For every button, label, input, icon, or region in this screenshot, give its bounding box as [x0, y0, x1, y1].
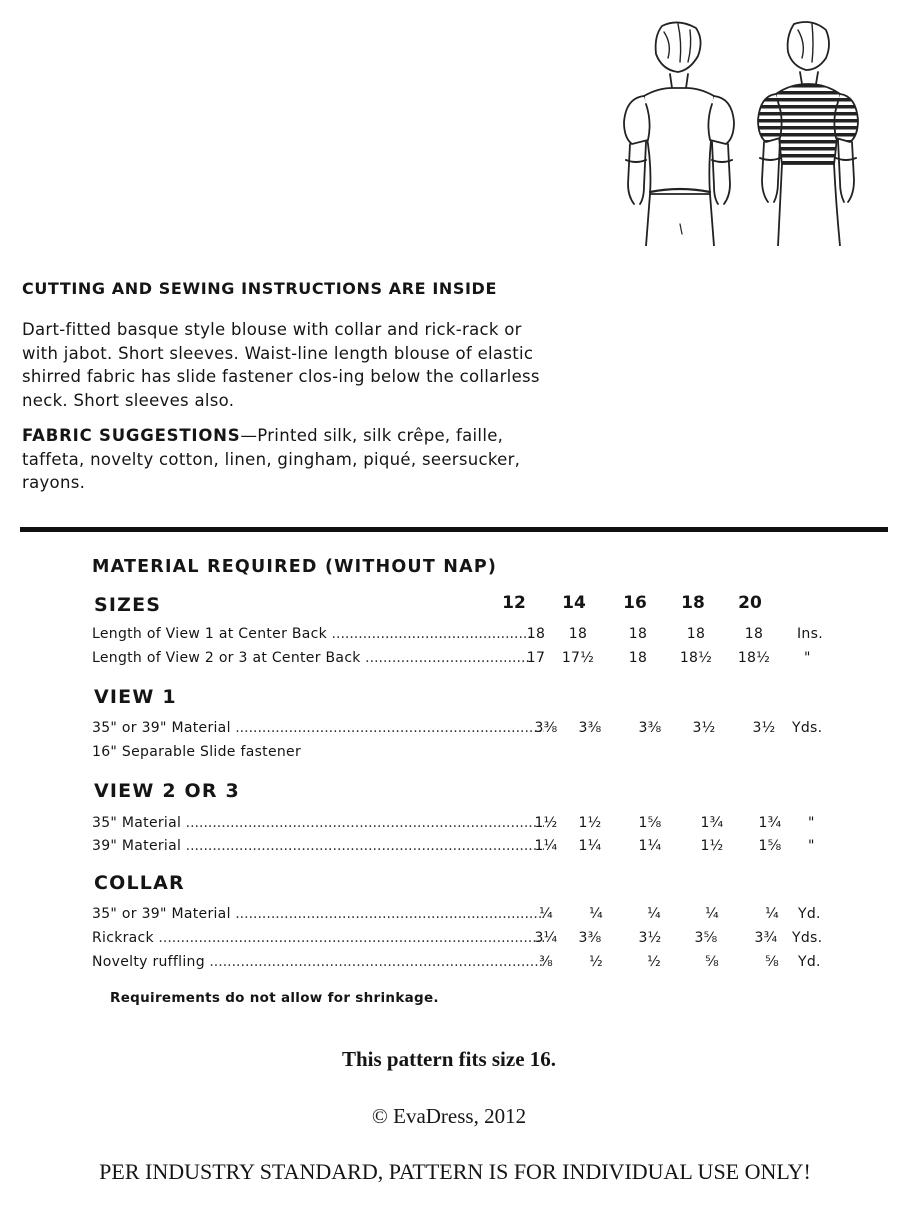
row-label: Length of View 1 at Center Back ..... — [92, 626, 532, 642]
row-value: ¼ — [647, 906, 661, 922]
size-header: 18 — [681, 593, 705, 613]
usage-disclaimer: PER INDUSTRY STANDARD, PATTERN IS FOR INDIVIDUAL USE ONLY! — [99, 1159, 811, 1184]
row-value: 18 — [628, 650, 648, 666]
row-value: 1¼ — [534, 838, 558, 854]
row-label: 35" or 39" Material ..... — [92, 720, 544, 736]
row-unit: Yd. — [798, 954, 821, 970]
row-value: 1¾ — [758, 815, 782, 831]
blouse-back-views-illustration — [600, 14, 892, 246]
size-header: 16 — [623, 593, 647, 613]
row-value: 1⅝ — [638, 815, 662, 831]
size-header: 20 — [738, 593, 762, 613]
fit-note: This pattern fits size 16. — [341, 1047, 557, 1071]
fabric-suggestions-text: —Printed silk, silk crêpe, faille, taffeta, novelty cotton, linen, gingham, piqué, seersucker, rayons. — [22, 426, 521, 492]
row-value: 18 — [526, 626, 546, 642]
row-value: 3½ — [692, 720, 716, 736]
shrinkage-footnote: Requirements do not allow for shrinkage. — [110, 990, 439, 1006]
row-value: 1⅝ — [758, 838, 782, 854]
fabric-suggestions — [22, 424, 554, 495]
slide-fastener-note: 16" Separable Slide fastener — [92, 744, 302, 760]
row-value: 3½ — [752, 720, 776, 736]
figure-view-2 — [758, 22, 858, 246]
row-value: 3¾ — [754, 930, 778, 946]
row-value: ⅝ — [765, 954, 779, 970]
row-value: 3⅜ — [578, 930, 602, 946]
row-value: 1¾ — [700, 815, 724, 831]
row-value: ½ — [589, 954, 603, 970]
row-value: 17 — [526, 650, 546, 666]
row-value: ⅜ — [539, 954, 553, 970]
row-value: 1¼ — [578, 838, 602, 854]
row-value: 1½ — [578, 815, 602, 831]
figure-view-1 — [624, 22, 734, 246]
row-unit: Yd. — [798, 906, 821, 922]
instructions-heading: CUTTING AND SEWING INSTRUCTIONS ARE INSIDE — [22, 279, 497, 298]
row-value: 18 — [744, 626, 764, 642]
row-value: ¼ — [589, 906, 603, 922]
row-unit: Ins. — [797, 626, 823, 642]
row-value: 18 — [568, 626, 588, 642]
row-value: 1½ — [700, 838, 724, 854]
row-value: 3⅜ — [534, 720, 558, 736]
row-value: 3⅝ — [694, 930, 718, 946]
row-value: 3⅜ — [578, 720, 602, 736]
row-value: ¼ — [705, 906, 719, 922]
row-value: 18 — [686, 626, 706, 642]
row-unit: Yds. — [792, 930, 823, 946]
pattern-description: Dart-fitted basque style blouse with collar and rick-rack or with jabot. Short sleeves. Waist-line length blouse of elastic shirred fabric has slide fastener clos-ing below the collarless neck. Short sleeves also. — [22, 320, 540, 410]
row-value: 18 — [628, 626, 648, 642]
collar-heading: COLLAR — [94, 872, 185, 894]
view-1-heading: VIEW 1 — [94, 686, 177, 708]
row-label: Novelty ruffling ..... — [92, 954, 544, 970]
section-divider — [20, 527, 888, 532]
row-value: ¼ — [539, 906, 553, 922]
size-header: 12 — [502, 593, 526, 613]
row-label: 35" or 39" Material ..... — [92, 906, 544, 922]
sizes-heading: SIZES — [94, 594, 162, 616]
row-value: 1½ — [534, 815, 558, 831]
row-label: 39" Material ..... — [92, 838, 544, 854]
row-value: ⅝ — [705, 954, 719, 970]
row-unit: Yds. — [792, 720, 823, 736]
row-value: ¼ — [765, 906, 779, 922]
row-value: 18½ — [679, 650, 713, 666]
row-value: ½ — [647, 954, 661, 970]
copyright: © EvaDress, 2012 — [371, 1104, 527, 1128]
row-unit: " — [804, 650, 811, 666]
row-label: 35" Material ..... — [92, 815, 544, 831]
row-value: 3¼ — [534, 930, 558, 946]
row-value: 1¼ — [638, 838, 662, 854]
row-value: 3½ — [638, 930, 662, 946]
row-value: 3⅜ — [638, 720, 662, 736]
fabric-suggestions-label: FABRIC SUGGESTIONS — [22, 426, 241, 445]
row-value: 18½ — [737, 650, 771, 666]
row-label: Rickrack ..... — [92, 930, 544, 946]
row-unit: " — [808, 838, 815, 854]
row-label: Length of View 2 or 3 at Center Back ..... — [92, 650, 532, 666]
view-2-or-3-heading: VIEW 2 OR 3 — [94, 780, 240, 802]
row-unit: " — [808, 815, 815, 831]
material-table-title: MATERIAL REQUIRED (WITHOUT NAP) — [92, 557, 498, 577]
size-header: 14 — [562, 593, 586, 613]
row-value: 17½ — [561, 650, 595, 666]
